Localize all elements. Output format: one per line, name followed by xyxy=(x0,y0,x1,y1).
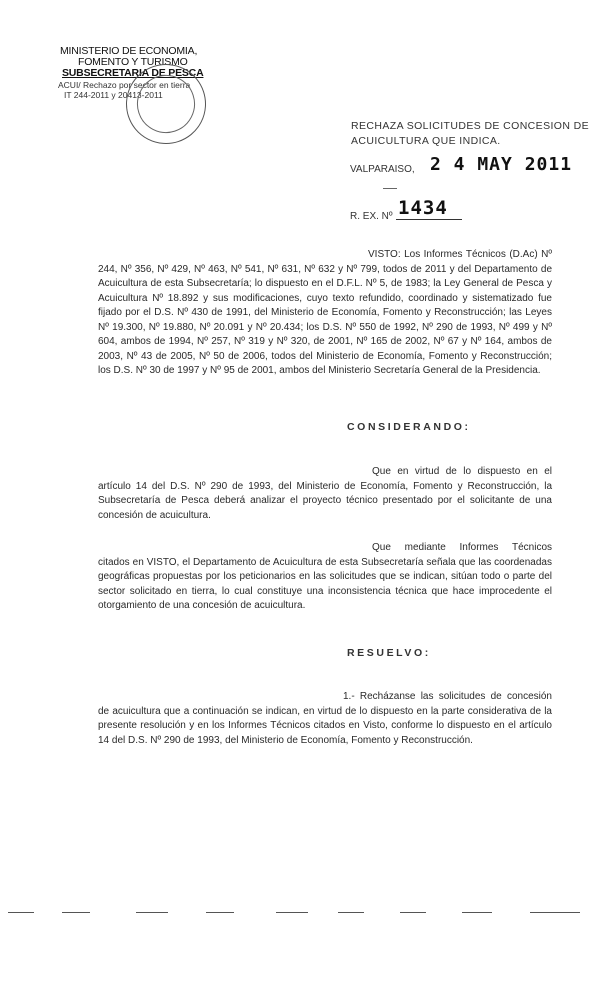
header-note-1: ACUI/ Rechazo por sector en tierra xyxy=(58,80,191,90)
place-label: VALPARAISO, xyxy=(350,164,415,175)
footer-rule-6 xyxy=(338,912,364,913)
resuelvo-item-1: 1.- Recházanse las solicitudes de concesión de acuicultura que a continuación se indican, en virtud de lo dispuesto en la parte considerativa de la presente resolución y en los Informes Técnicos citados en Visto, conforme lo dispuesto en el artículo 14 del D.S. Nº 290 de 1993, del Ministerio de Economía, Fomento y Reconstrucción. xyxy=(98,691,552,746)
footer-rule-4 xyxy=(206,912,234,913)
title-line-2: ACUICULTURA QUE INDICA. xyxy=(351,135,501,147)
footer-rule-2 xyxy=(62,912,90,913)
resolution-label: R. EX. Nº xyxy=(350,211,393,222)
header-line-2: FOMENTO Y TURISMO xyxy=(78,56,188,68)
resuelvo-heading: RESUELVO: xyxy=(347,647,431,659)
footer-rule-1 xyxy=(8,912,34,913)
footer-rule-3 xyxy=(136,912,168,913)
seal-inner-ring xyxy=(129,67,202,140)
footer-rule-7 xyxy=(400,912,426,913)
header-note-2: IT 244-2011 y 20413-2011 xyxy=(64,90,163,100)
footer-rule-9 xyxy=(530,912,580,913)
header-line-1: MINISTERIO DE ECONOMIA, xyxy=(60,45,198,57)
footer-rule-8 xyxy=(462,912,492,913)
resolution-number: 1434 xyxy=(398,197,448,219)
title-line-1: RECHAZA SOLICITUDES DE CONCESION DE xyxy=(351,120,590,132)
date-stamp: 2 4 MAY 2011 xyxy=(430,154,573,175)
header-line-3: SUBSECRETARIA DE PESCA xyxy=(62,67,204,79)
considerando-item-1: Que en virtud de lo dispuesto en el artículo 14 del D.S. Nº 290 de 1993, del Ministerio de Economía, Fomento y Reconstrucción, la Subsecretaría de Pesca deberá analizar el proyecto técnico presentado por el solicitante de una concesión de acuicultura. xyxy=(98,466,552,521)
visto-paragraph: VISTO: Los Informes Técnicos (D.Ac) Nº 244, Nº 356, Nº 429, Nº 463, Nº 541, Nº 631, Nº 632 y Nº 799, todos de 2011 y del Departamento de Acuicultura de esta Subsecretaría; lo dispuesto en el D.F.L. Nº 5, de 1983; la Ley General de Pesca y Acuicultura Nº 18.892 y sus modificaciones, cuyo texto refundido, coordinado y sistematizado fue fijado por el D.S. Nº 430 de 1991, del Ministerio de Economía, Fomento y Reconstrucción; las Leyes Nº 19.300, Nº 19.880, Nº 20.091 y Nº 20.434; los D.S. Nº 550 de 1992, Nº 290 de 1993, Nº 499 y Nº 604, ambos de 1994, Nº 257, Nº 319 y Nº 320, de 2001, Nº 165 de 2002, Nº 67 y Nº 164, ambos de 2003, Nº 43 de 2005, Nº 50 de 2006, todos del Ministerio de Economía, Fomento y Reconstrucción; los D.S. Nº 30 de 1997 y Nº 95 de 2001, ambos del Ministerio Secretaría General de la Presidencia. xyxy=(98,249,552,376)
divider-short xyxy=(383,188,397,189)
footer-rule-5 xyxy=(276,912,308,913)
considerando-heading: CONSIDERANDO: xyxy=(347,421,471,433)
document-title xyxy=(351,119,591,149)
resolution-number-underline xyxy=(396,219,462,220)
considerando-item-2: Que mediante Informes Técnicos citados en VISTO, el Departamento de Acuicultura de esta Subsecretaría señala que las coordenadas geográficas propuestas por los peticionarios en las solicitudes que se indican, sitúan todo o parte del sector solicitado en tierra, lo cual constituye una inconsistencia técnica que hace improcedente el otorgamiento de una concesión de acuicultura. xyxy=(98,542,552,611)
